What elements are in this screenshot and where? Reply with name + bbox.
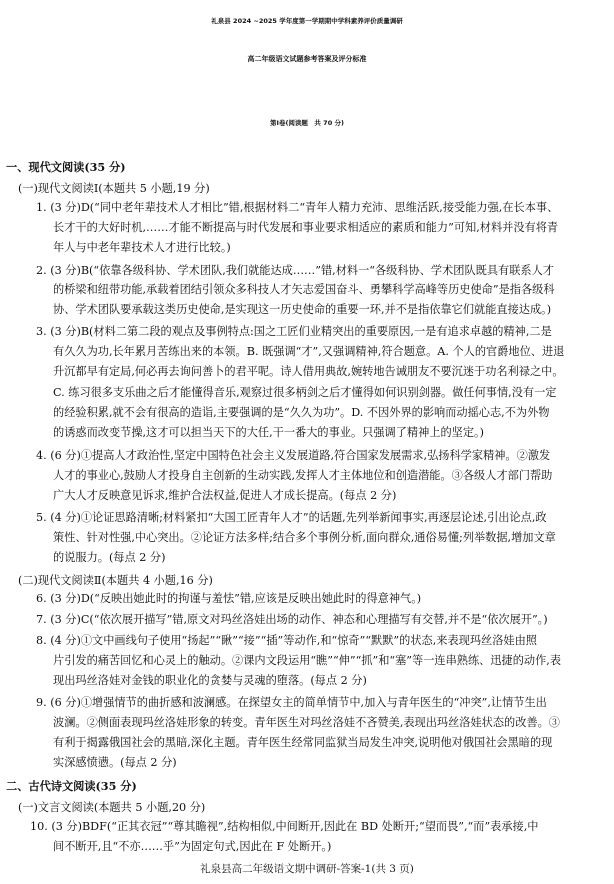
answer-line: 间不断开,且“不亦……乎”为固定句式,因此在 F 处断开。) <box>53 840 332 853</box>
answer-line: 波澜。②侧面表现玛丝洛娃形象的转变。青年医生对玛丝洛娃不吝赞美,表现出玛丝洛娃状态的改善。③ <box>53 716 560 729</box>
answer-line: 长才干的大好时机,……才能不断提高与时代发展和事业要求相适应的素质和能力”可知,材料并没有将青 <box>53 221 559 234</box>
answer-line: 10. (3 分)BDF(“正其衣冠”“尊其瞻视”,结构相似,中间断开,因此在 BD 处断开;“望而畏”,“而”表承接,中 <box>30 820 539 833</box>
answer-line: 的说服力。(每点 2 分) <box>53 551 166 564</box>
answer-line: 有利于揭露俄国社会的黑暗,深化主题。青年医生经常同监狱当局发生冲突,说明他对俄国社会黑暗的现 <box>53 736 553 749</box>
answer-line: 2. (3 分)B(“依靠各级科协、学术团队,我们就能达成……”错,材料一“各级科协、学术团队既具有联系人才 <box>36 264 554 277</box>
subsection-heading-reading-1: (一)现代文阅读Ⅰ(本题共 5 小题,19 分) <box>18 182 210 195</box>
answer-q6: 6. (3 分)D(“反映出她此时的拘谨与羞怯”错,应该是反映出她此时的得意神气。) <box>36 592 422 605</box>
answer-line: 的经验积累,就不会有很高的造诣,主要强调的是“久久为功”。D. 不因外界的影响而动摇心志,不为外物 <box>53 406 550 419</box>
answer-line: C. 练习很多支乐曲之后才能懂得音乐,观察过很多柄剑之后才懂得如何识别剑器。做任何事情,没有一定 <box>53 386 557 399</box>
answer-line: 升沉都早有定局,何必再去询问善卜的君平呢。诗人借用典故,婉转地告诫朋友不要沉迷于功名利禄之中。 <box>53 365 564 378</box>
answer-line: 片引发的痛苦回忆和心灵上的触动。②课内文段运用“瞧”“伸”“抓”和“塞”等一连串熟练、迅捷的动作,表 <box>53 654 562 667</box>
answer-line: 的桥梁和纽带功能,承载着团结引领众多科技人才矢志爱国奋斗、勇攀科学高峰等历史使命”是指各级科 <box>53 283 555 296</box>
answer-line: 广大人才反映意见诉求,维护合法权益,促进人才成长提高。(每点 2 分) <box>53 489 397 502</box>
subsection-heading-classical-prose: (一)文言文阅读(本题共 5 小题,20 分) <box>18 801 206 814</box>
answer-line: 人才的事业心,鼓励人才投身自主创新的生动实践,发挥人才主体地位和创造潜能。③各级人才部门帮助 <box>53 469 553 482</box>
answer-line: 5. (4 分)①论证思路清晰;材料紧扣“大国工匠青年人才”的话题,先列举新闻事实,再逐层论述,引出论点,政 <box>36 511 547 524</box>
answer-line: 有久久为功,长年累月苦练出来的本领。B. 既强调“才”,又强调精神,符合题意。A. 个人的官爵地位、进退 <box>53 345 565 358</box>
answer-line: 9. (6 分)①增强情节的曲折感和波澜感。在探望女主的简单情节中,加入与青年医生的“冲突”,让情节生出 <box>36 696 547 709</box>
section-heading-classical-reading: 二、古代诗文阅读(35 分) <box>6 779 137 793</box>
answer-line: 策性、针对性强,中心突出。②论证方法多样;结合多个事例分析,面向群众,通俗易懂;列举数据,增加文章 <box>53 531 556 544</box>
answer-line: 年人与中老年辈技术人才进行比较。) <box>53 241 231 254</box>
subsection-heading-reading-2: (二)现代文阅读Ⅱ(本题共 4 小题,16 分) <box>18 574 213 587</box>
section-title: 第Ⅰ卷(阅读题 共 70 分) <box>270 119 344 127</box>
answer-line: 3. (3 分)B(材料二第二段的观点及事例特点:国之工匠们业精突出的重要原因,一是有追求卓越的精神,二是 <box>36 325 552 338</box>
answer-line: 协、学术团队要承载这类历史使命,是实现这一历史使命的重要一环,并不是指依靠它们就能直接达成。) <box>53 303 552 316</box>
answer-line: 实深感愤懑。(每点 2 分) <box>53 756 177 769</box>
answer-line: 现出玛丝洛娃对金钱的职业化的贪婪与灵魂的堕落。(每点 2 分) <box>53 674 367 687</box>
answer-line: 的诱惑而改变节操,这才可以担当天下的大任,干一番大的事业。只强调了精神上的坚定。) <box>53 426 485 439</box>
section-heading-modern-reading: 一、现代文阅读(35 分) <box>6 160 126 174</box>
answer-line: 1. (3 分)D(“同中老年辈技术人才相比”错,根据材料二“青年人精力充沛、思维活跃,接受能力强,在长本事、 <box>36 201 559 214</box>
document-title: 礼泉县 2024 ~2025 学年度第一学期期中学科素养评价质量调研 <box>211 17 403 25</box>
answer-line: 4. (6 分)①提高人才政治性,坚定中国特色社会主义发展道路,符合国家发展需求,弘扬科学家精神。②激发 <box>36 449 551 462</box>
page-footer: 礼泉县高二年级语文期中调研-答案-1(共 3 页) <box>200 863 414 875</box>
answer-line: 8. (4 分)①文中画线句子使用“扬起”“瞅”“接”“插”等动作,和“惊奇”“默默”的状态,来表现玛丝洛娃由照 <box>36 634 537 647</box>
answer-q7: 7. (3 分)C(“依次展开描写”错,原文对玛丝洛娃出场的动作、神态和心理描写有交替,并不是“依次展开”。) <box>36 613 548 626</box>
document-subtitle: 高二年级语文试题参考答案及评分标准 <box>247 55 367 63</box>
